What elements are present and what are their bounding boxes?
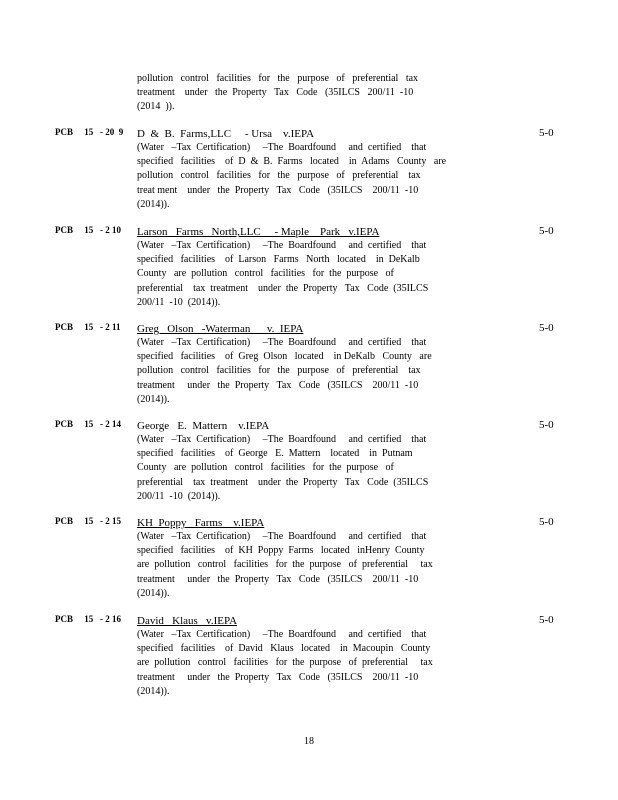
text-line: preferential tax treatment under the Property Tax Code (35ILCS <box>137 282 429 294</box>
text-line: (Water –Tax Certification) –The Boardfound and certified that <box>137 434 427 445</box>
case-description <box>137 239 457 310</box>
text-line: treatment under the Property Tax Code (35ILCS 200/11 -10 <box>137 379 419 391</box>
text-line: County are pollution control facilities for the purpose of <box>137 268 394 280</box>
text-line: (2014)). <box>137 685 170 697</box>
case-description <box>137 628 457 699</box>
text-line: are pollution control facilities for the purpose of preferential tax <box>137 559 433 571</box>
docket-number: PCB 15 - 20 9 <box>55 127 124 137</box>
text-line: treatment under the Property Tax Code (35ILCS 200/11 -10 <box>137 671 419 683</box>
text-line: 200/11 -10 (2014)). <box>137 490 221 502</box>
text-line: (Water –Tax Certification) –The Boardfound and certified that <box>137 531 427 542</box>
text-line: specified facilities of Greg Olson located in DeKalb County are <box>137 351 432 363</box>
vote-tally: 5-0 <box>539 419 554 431</box>
text-line: County are pollution control facilities for the purpose of <box>137 462 394 474</box>
vote-tally: 5-0 <box>539 516 554 528</box>
text-line: (2014)). <box>137 587 170 599</box>
page-number: 18 <box>304 736 314 747</box>
docket-number: PCB 15 - 2 11 <box>55 322 121 332</box>
case-caption: KH Poppy Farms v.IEPA <box>137 517 265 529</box>
text-line: pollution control facilities for the purpose of preferential tax <box>137 170 421 182</box>
text-line: (Water –Tax Certification) –The Boardfound and certified that <box>137 337 427 348</box>
case-caption: Greg Olson -Waterman v. IEPA <box>137 323 304 335</box>
case-caption: Larson Farms North,LLC - Maple Park v.IEPA <box>137 226 380 238</box>
text-line: (2014)). <box>137 198 170 210</box>
text-line: specified facilities of George E. Mattern located in Putnam <box>137 448 413 460</box>
case-description <box>137 336 457 407</box>
docket-number: PCB 15 - 2 10 <box>55 225 121 235</box>
case-description <box>137 433 457 504</box>
text-line: (2014)). <box>137 393 170 405</box>
case-description <box>137 141 457 212</box>
text-line: (Water –Tax Certification) –The Boardfound and certified that <box>137 629 427 640</box>
text-line: treatment under the Property Tax Code (35ILCS 200/11 -10 <box>137 87 414 99</box>
vote-tally: 5-0 <box>539 614 554 626</box>
text-line: specified facilities of D & B. Farms located in Adams County are <box>137 156 447 168</box>
vote-tally: 5-0 <box>539 322 554 334</box>
text-line: (Water –Tax Certification) –The Boardfound and certified that <box>137 240 427 251</box>
docket-number: PCB 15 - 2 15 <box>55 516 121 526</box>
text-line: specified facilities of Larson Farms North located in DeKalb <box>137 254 420 266</box>
text-line: 200/11 -10 (2014)). <box>137 296 221 308</box>
text-line: specified facilities of KH Poppy Farms located inHenry County <box>137 545 425 557</box>
text-line: (Water –Tax Certification) –The Boardfound and certified that <box>137 142 427 153</box>
vote-tally: 5-0 <box>539 225 554 237</box>
text-line: specified facilities of David Klaus located in Macoupin County <box>137 643 431 655</box>
text-line: pollution control facilities for the purpose of preferential tax <box>137 365 421 377</box>
text-line: pollution control facilities for the purpose of preferential tax <box>137 73 419 84</box>
vote-tally: 5-0 <box>539 127 554 139</box>
case-caption: David Klaus v.IEPA <box>137 615 238 627</box>
text-line: (2014 )). <box>137 101 175 113</box>
continued-text-block <box>137 72 437 115</box>
case-caption: George E. Mattern v.IEPA <box>137 420 270 432</box>
case-description <box>137 530 457 601</box>
docket-number: PCB 15 - 2 16 <box>55 614 121 624</box>
text-line: preferential tax treatment under the Property Tax Code (35ILCS <box>137 476 429 488</box>
text-line: treatment under the Property Tax Code (35ILCS 200/11 -10 <box>137 573 419 585</box>
text-line: are pollution control facilities for the purpose of preferential tax <box>137 657 433 669</box>
case-caption: D & B. Farms,LLC - Ursa v.IEPA <box>137 128 315 140</box>
text-line: treat ment under the Property Tax Code (35ILCS 200/11 -10 <box>137 184 419 196</box>
docket-number: PCB 15 - 2 14 <box>55 419 121 429</box>
